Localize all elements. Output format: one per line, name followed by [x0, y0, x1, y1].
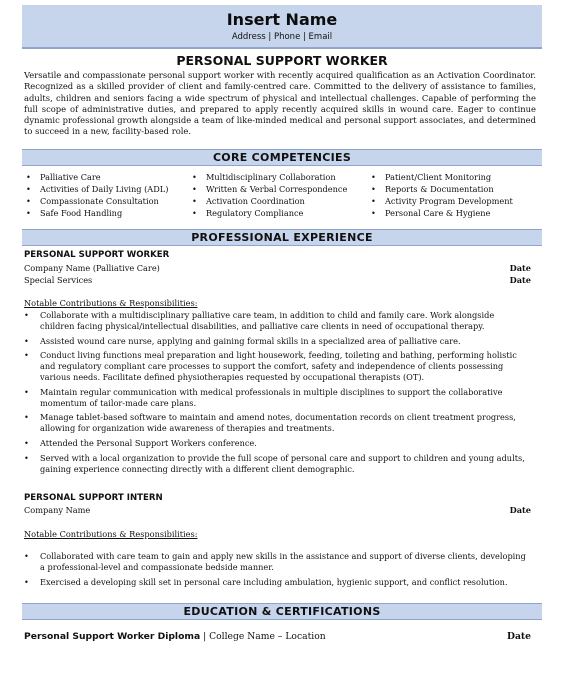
education-date: Date	[506, 631, 531, 642]
job-title-2: PERSONAL SUPPORT INTERN	[24, 493, 163, 503]
competency-item: • Multidisciplinary Collaboration	[192, 171, 347, 183]
company-name-2: Company Name	[24, 505, 91, 515]
competency-item: • Patient/Client Monitoring	[371, 171, 513, 183]
name-header	[22, 5, 542, 49]
list-item-text: Conduct living functions meal preparation and light housework, feeding, toileting and bathing, performing holistic and regulatory compliant care processes to support the comfort, safety and independence of clients possessing various needs. Facilitate defined physiotherapies requested by occupational therapists (OT).	[40, 350, 517, 383]
contact-line: Address | Phone | Email	[231, 32, 333, 42]
list-item-text: Maintain regular communication with medical professionals in multiple disciplines to support the collaborative momentum of tailor-made care plans.	[40, 386, 503, 408]
list-item: • Conduct living functions meal preparation and light housework, feeding, toileting and bathing, performing holistic and regulatory compliant care processes to support the comfort, safety and independence of clients possessing various needs. Facilitate defined physiotherapies requested by occupational therapists (OT).	[24, 350, 517, 383]
list-item: • Collaborated with care team to gain and apply new skills in the assistance and support of diverse clients, developing a professional-level and compassionate bedside manner.	[24, 551, 526, 572]
notable-heading-2: Notable Contributions & Responsibilities:	[24, 529, 198, 539]
list-item-text: Collaborated with care team to gain and apply new skills in the assistance and support of diverse clients, developing a professional-level and compassionate bedside manner.	[40, 551, 526, 572]
job-title-1: PERSONAL SUPPORT WORKER	[24, 250, 170, 260]
competency-item: • Reports & Documentation	[371, 183, 513, 195]
competency-item: • Palliative Care	[26, 171, 168, 183]
list-item-text: Attended the Personal Support Workers conference.	[40, 437, 257, 448]
competency-item: • Compassionate Consultation	[26, 195, 168, 207]
professional-summary: Versatile and compassionate personal support worker with recently acquired qualification as an Activation Coordinator. Recognized as a skilled provider of client and family-centred care. Committed to the delivery of assistance to families, adults, children and seniors facing a wide spectrum of physical and intellectual challenges. Capable of performing the full scope of administrative duties, and prepared to apply recently acquired skills in wound care. Eager to continue dynamic professional growth alongside a team of like-minded medical and personal support associates, and determined to succeed in a new, facility-based role.	[24, 70, 536, 137]
competency-item: • Activity Program Development	[371, 195, 513, 207]
competency-item: • Safe Food Handling	[26, 207, 168, 219]
college-location: College Name – Location	[209, 631, 326, 642]
competency-column-2	[192, 171, 347, 219]
candidate-name: Insert Name	[226, 10, 338, 29]
responsibilities-list-2	[24, 551, 530, 591]
list-item-text: Exercised a developing skill set in personal care including ambulation, hygienic support, and conflict resolution.	[40, 576, 508, 587]
competency-item: • Regulatory Compliance	[192, 207, 347, 219]
list-item: • Exercised a developing skill set in personal care including ambulation, hygienic support, and conflict resolution.	[24, 576, 508, 587]
job-subtitle-1: Special Services	[24, 275, 93, 285]
list-item-text: Assisted wound care nurse, applying and gaining formal skills in a specialized area of palliative care.	[40, 335, 461, 346]
section-heading-competencies: CORE COMPETENCIES	[22, 149, 542, 166]
education-entry	[24, 631, 326, 643]
job-date-1a: Date	[509, 263, 531, 273]
diploma-name: Personal Support Worker Diploma	[24, 631, 201, 642]
company-name-1: Company Name (Palliative Care)	[24, 263, 160, 273]
education-separator: |	[200, 631, 210, 642]
competency-column-1	[26, 171, 168, 219]
list-item: • Attended the Personal Support Workers conference.	[24, 437, 257, 448]
competency-item: • Personal Care & Hygiene	[371, 207, 513, 219]
list-item: • Collaborate with a multidisciplinary palliative care team, in addition to child and family care. Work alongside children facing physical/intellectual disabilities, and palliative care clients in need of occupational therapy.	[24, 310, 495, 331]
target-job-title: PERSONAL SUPPORT WORKER	[176, 53, 388, 68]
competency-item: • Written & Verbal Correspondence	[192, 183, 347, 195]
responsibilities-list-1	[24, 310, 530, 478]
list-item-text: Served with a local organization to provide the full scope of personal care and support to children and young adults, gaining experience connecting directly with a different client demographic.	[40, 452, 525, 474]
list-item: • Maintain regular communication with medical professionals in multiple disciplines to support the collaborative momentum of tailor-made care plans.	[24, 386, 503, 408]
list-item: • Assisted wound care nurse, applying and gaining formal skills in a specialized area of palliative care.	[24, 335, 461, 346]
section-heading-education: EDUCATION & CERTIFICATIONS	[22, 603, 542, 620]
list-item: • Served with a local organization to provide the full scope of personal care and support to children and young adults, gaining experience connecting directly with a different client demographic.	[24, 452, 525, 474]
competency-item: • Activation Coordination	[192, 195, 347, 207]
job-date-2: Date	[509, 505, 531, 515]
list-item-text: Collaborate with a multidisciplinary palliative care team, in addition to child and family care. Work alongside children facing physical/intellectual disabilities, and palliative care clients in need of occupational therapy.	[40, 310, 495, 331]
competency-column-3	[371, 171, 513, 219]
job-date-1b: Date	[509, 275, 531, 285]
competency-item: • Activities of Daily Living (ADL)	[26, 183, 168, 195]
section-heading-experience: PROFESSIONAL EXPERIENCE	[22, 229, 542, 246]
list-item: • Manage tablet-based software to maintain and amend notes, documentation records on client treatment progress, allowing for organization wide awareness of therapies and treatments.	[24, 412, 516, 434]
list-item-text: Manage tablet-based software to maintain and amend notes, documentation records on client treatment progress, allowing for organization wide awareness of therapies and treatments.	[40, 412, 516, 434]
notable-heading-1: Notable Contributions & Responsibilities:	[24, 298, 198, 308]
